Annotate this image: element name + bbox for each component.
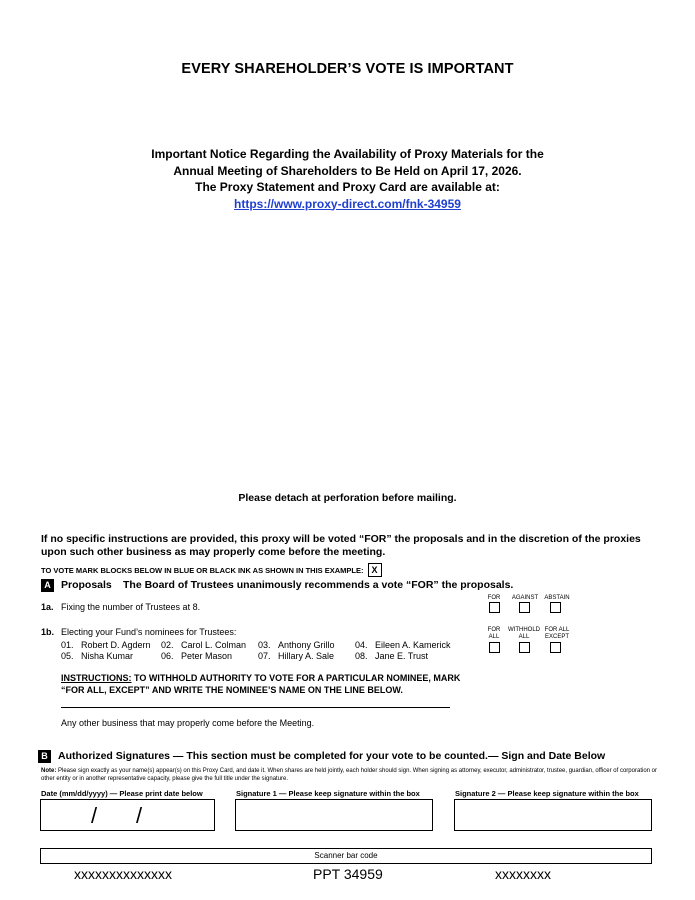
nominee-number: 04. <box>355 640 368 650</box>
nominee-name: Eileen A. Kamerick <box>375 640 451 650</box>
notice-line-2: Annual Meeting of Shareholders to Be Held on April 17, 2026. <box>173 163 522 178</box>
example-mark-box: X <box>368 563 382 577</box>
marking-instructions <box>41 563 382 577</box>
nominee-number: 08. <box>355 651 368 661</box>
page-heading: EVERY SHAREHOLDER’S VOTE IS IMPORTANT <box>181 61 514 77</box>
date-label: Date (mm/dd/yyyy) — Please print date below <box>41 789 203 798</box>
proposal-1a-text: Fixing the number of Trustees at 8. <box>61 602 201 612</box>
nominee-item <box>61 651 161 662</box>
nominee-name: Jane E. Trust <box>375 651 429 661</box>
nominee-item <box>61 640 161 651</box>
nominee-number: 07. <box>258 651 271 661</box>
proposal-1b-text: Electing your Fund’s nominees for Trustees: <box>61 627 237 637</box>
nominee-exception-line[interactable] <box>61 707 450 708</box>
proposal-1b-for-all-except-checkbox[interactable] <box>550 642 561 653</box>
signature-1-label: Signature 1 — Please keep signature within the box <box>236 789 420 798</box>
marking-instructions-text: TO VOTE MARK BLOCKS BELOW IN BLUE OR BLACK INK AS SHOWN IN THIS EXAMPLE: <box>41 565 364 575</box>
nominee-number: 01. <box>61 640 74 650</box>
nominee-number: 02. <box>161 640 174 650</box>
section-b-title: Authorized Signatures — This section must be completed for your vote to be counted.— Sign and Date Below <box>58 750 606 762</box>
footer-document-code: PPT 34959 <box>313 866 383 882</box>
proposal-1a-for-checkbox[interactable] <box>489 602 500 613</box>
proposal-1b-for-all-checkbox[interactable] <box>489 642 500 653</box>
proposal-1b-number: 1b. <box>41 627 55 637</box>
section-a-description: The Board of Trustees unanimously recommends a vote “FOR” the proposals. <box>123 579 514 591</box>
date-separator-1: / <box>91 803 98 828</box>
default-vote-statement: If no specific instructions are provided, this proxy will be voted “FOR” the proposals and in the discretion of the proxies upon such other business as may properly come before the meeting. <box>41 533 641 558</box>
signature-2-label: Signature 2 — Please keep signature within the box <box>455 789 639 798</box>
nominee-item <box>161 651 258 662</box>
section-a-title: Proposals <box>61 579 112 591</box>
column-header-withhold-line-1: WITHHOLD <box>508 627 540 633</box>
signature-note <box>41 767 661 783</box>
column-header-for-all <box>484 627 504 641</box>
other-business-text: Any other business that may properly come before the Meeting. <box>61 718 315 728</box>
column-header-withhold-line-2: ALL <box>518 634 530 640</box>
column-header-for: FOR <box>487 595 501 601</box>
footer-right-code: xxxxxxxx <box>495 866 551 882</box>
nominee-number: 05. <box>61 651 74 661</box>
section-b-badge: B <box>38 750 51 763</box>
column-header-for-all-line-2: ALL <box>488 634 500 640</box>
nominee-item <box>258 651 355 662</box>
section-a-badge: A <box>41 579 54 592</box>
note-text: Please sign exactly as your name(s) appear(s) on this Proxy Card, and date it. When shares are held jointly, each holder should sign. When signing as attorney, executor, administrator, trustee, guardian, officer of corporation or other entity or in another representative capacity, please give the full title under the signature. <box>41 768 657 782</box>
signature-1-field[interactable] <box>235 799 433 831</box>
column-header-for-all-line-1: FOR <box>487 627 501 633</box>
column-header-withhold-all <box>506 627 542 641</box>
proxy-materials-link[interactable]: https://www.proxy-direct.com/fnk-34959 <box>234 196 461 211</box>
nominee-name: Nisha Kumar <box>81 651 134 661</box>
nominee-item <box>258 640 355 651</box>
nominee-name: Robert D. Agdern <box>81 640 151 650</box>
column-header-abstain: ABSTAIN <box>544 595 570 601</box>
proposal-1b-withhold-all-checkbox[interactable] <box>519 642 530 653</box>
proxy-notice <box>0 146 695 212</box>
footer-left-code: xxxxxxxxxxxxxx <box>74 866 172 882</box>
column-header-against: AGAINST <box>511 595 539 601</box>
detach-instruction: Please detach at perforation before mailing. <box>238 492 457 504</box>
scanner-bar-code-box: Scanner bar code <box>40 848 652 864</box>
nominee-name: Hillary A. Sale <box>278 651 335 661</box>
date-separator-2: / <box>136 803 143 828</box>
nominee-name: Carol L. Colman <box>181 640 247 650</box>
nominee-item <box>355 651 455 662</box>
instructions-label: INSTRUCTIONS: <box>61 673 132 683</box>
notice-line-1: Important Notice Regarding the Availability of Proxy Materials for the <box>151 147 544 161</box>
proposal-1a-abstain-checkbox[interactable] <box>550 602 561 613</box>
column-header-except-line-1: FOR ALL <box>544 627 570 633</box>
column-header-except-line-2: EXCEPT <box>544 634 569 640</box>
proposal-1a-number: 1a. <box>41 602 54 612</box>
nominee-name: Peter Mason <box>181 651 233 661</box>
column-header-for-all-except <box>541 627 573 641</box>
withhold-instructions <box>61 672 461 696</box>
nominee-item <box>161 640 258 651</box>
nominee-item <box>355 640 455 651</box>
signature-2-field[interactable] <box>454 799 652 831</box>
instructions-text: TO WITHHOLD AUTHORITY TO VOTE FOR A PARTICULAR NOMINEE, MARK “FOR ALL, EXCEPT” AND WRITE THE NOMINEE’S NAME ON THE LINE BELOW. <box>61 673 461 695</box>
nominee-number: 03. <box>258 640 271 650</box>
date-field[interactable] <box>40 799 215 831</box>
notice-line-3: The Proxy Statement and Proxy Card are available at: <box>195 180 500 194</box>
proposal-1a-against-checkbox[interactable] <box>519 602 530 613</box>
nominee-list <box>61 640 455 662</box>
note-label: Note: <box>41 768 57 774</box>
nominee-name: Anthony Grillo <box>278 640 335 650</box>
nominee-number: 06. <box>161 651 174 661</box>
